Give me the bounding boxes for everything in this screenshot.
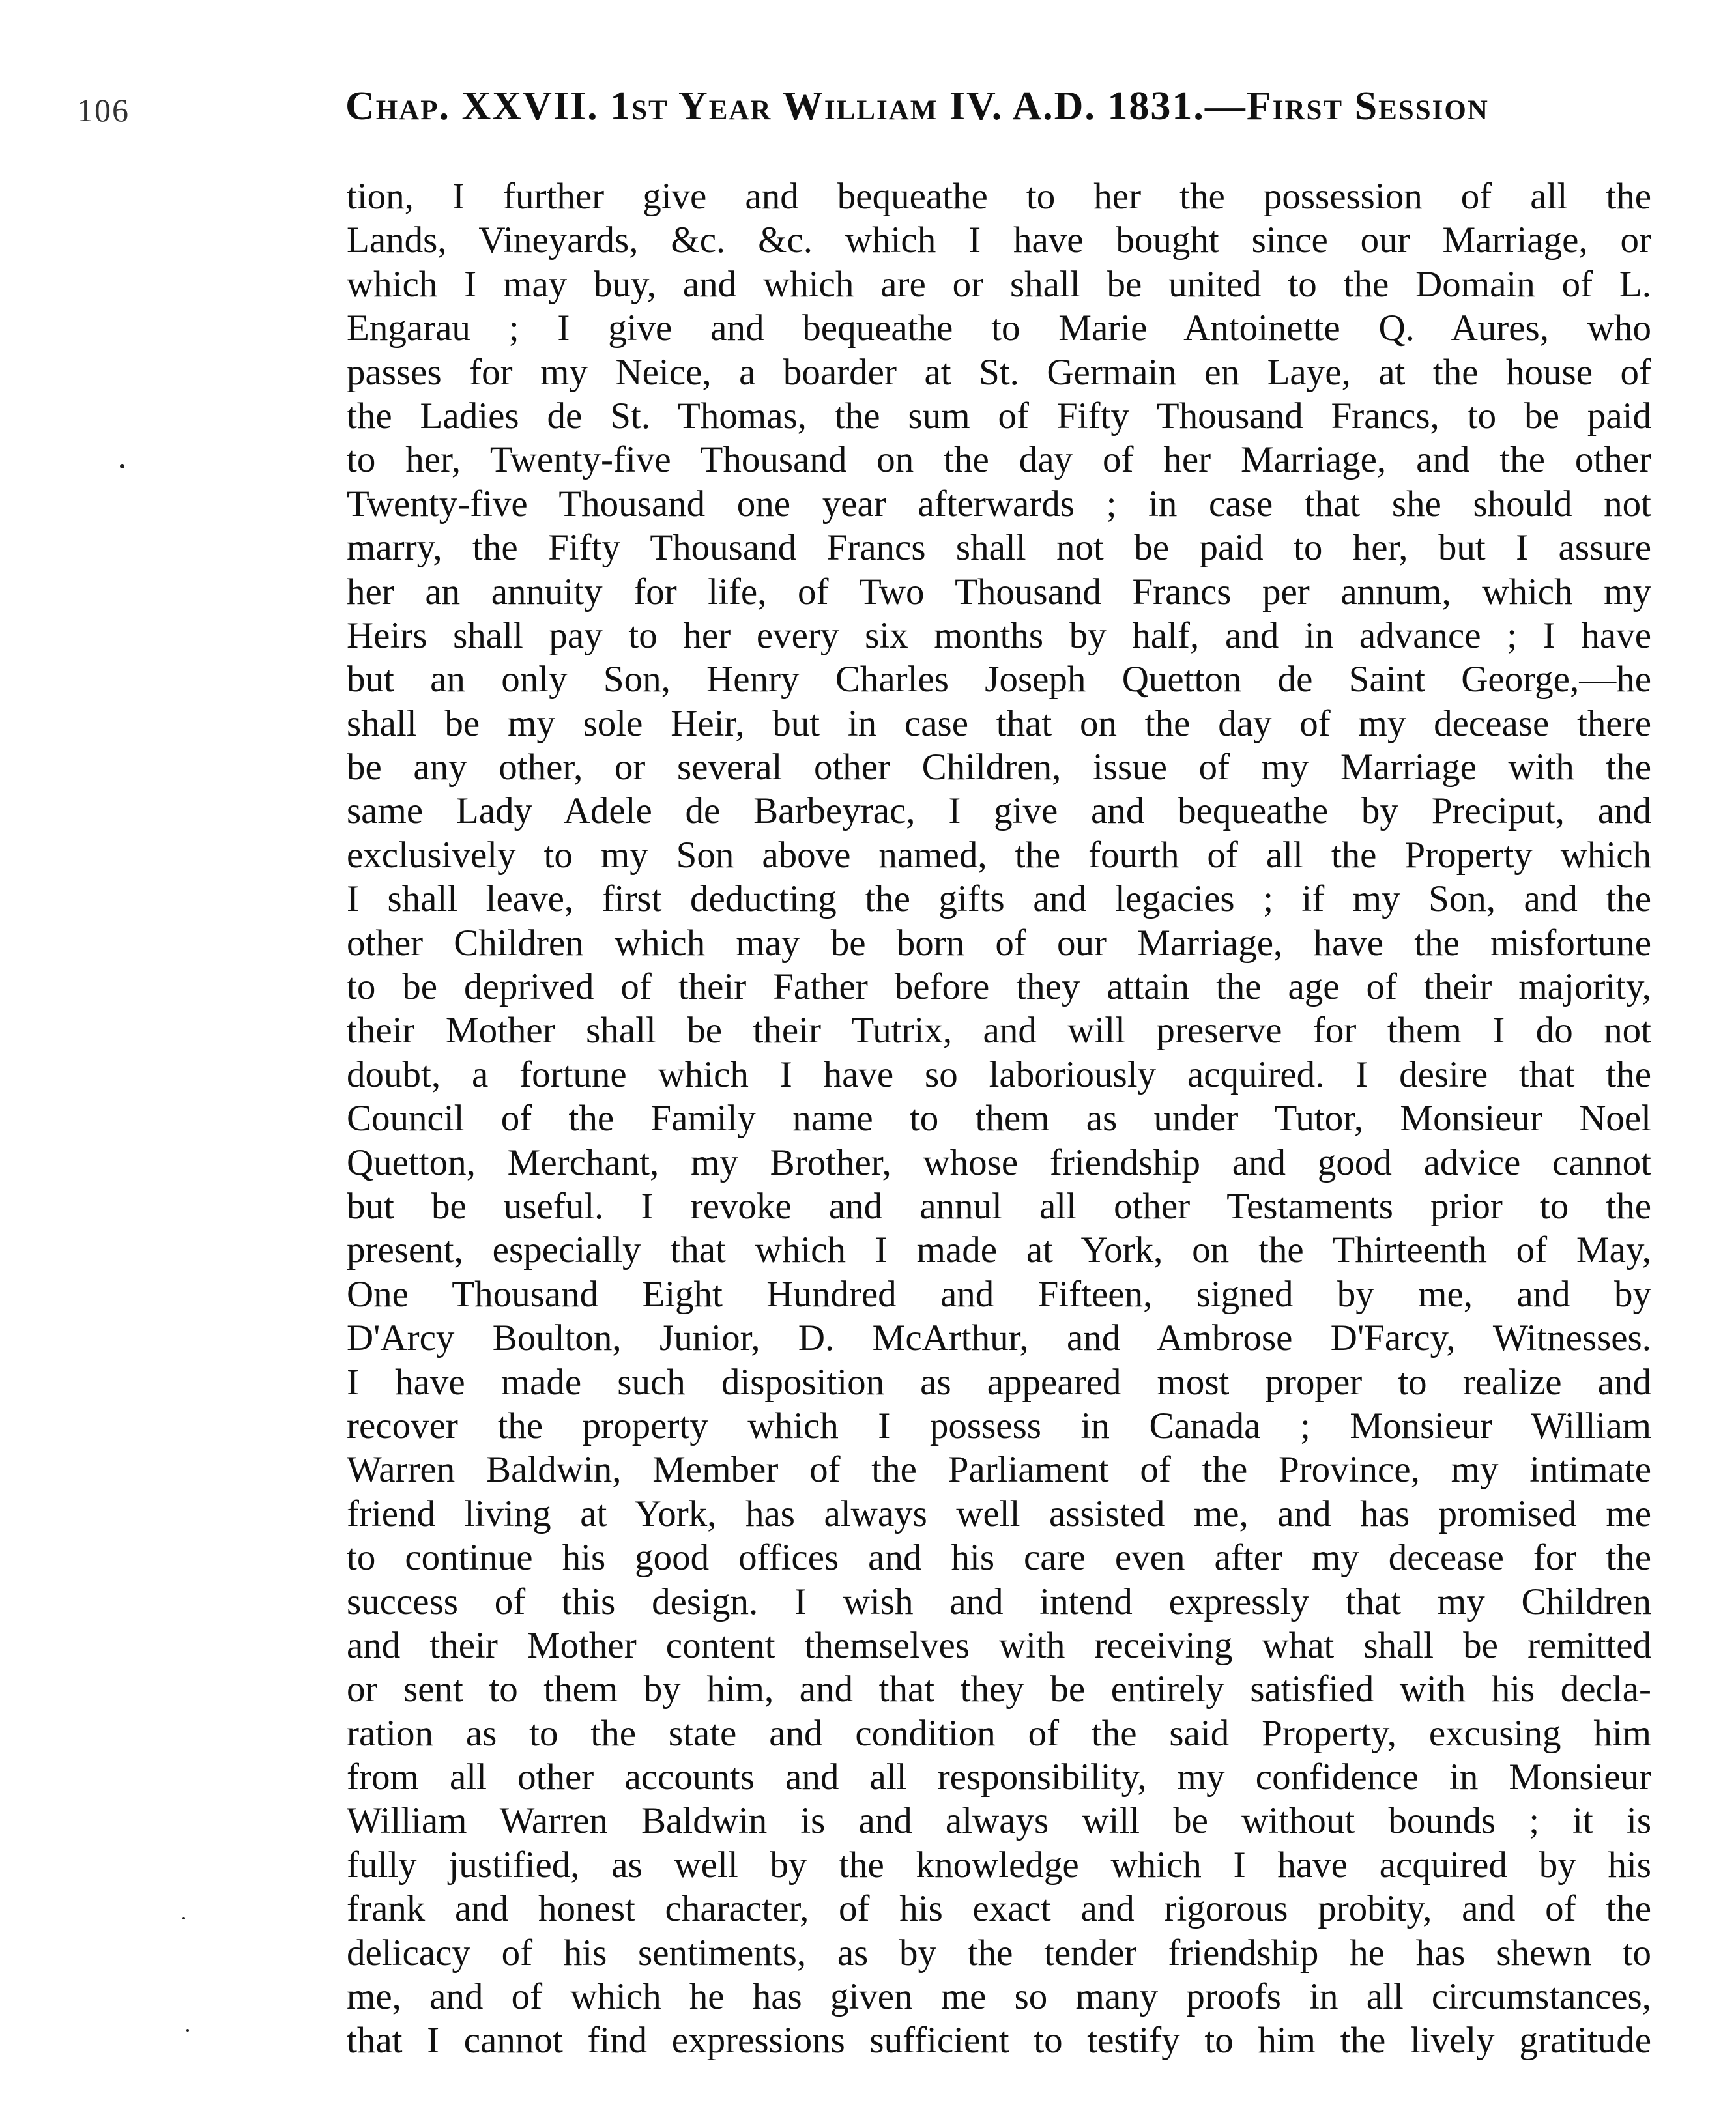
text-line: or sent to them by him, and that they be entirely satisfied with his decla- <box>347 1669 1651 1710</box>
text-line: from all other accounts and all responsibility, my confidence in Monsieur <box>347 1757 1651 1798</box>
text-line: Lands, Vineyards, &c. &c. which I have bought since our Marriage, or <box>347 220 1651 261</box>
text-line: recover the property which I possess in Canada ; Monsieur William <box>347 1405 1651 1446</box>
text-line: fully justified, as well by the knowledge which I have acquired by his <box>347 1844 1651 1886</box>
text-line: marry, the Fifty Thousand Francs shall not be paid to her, but I assure <box>347 527 1651 569</box>
text-line: Warren Baldwin, Member of the Parliament of the Province, my intimate <box>347 1449 1651 1491</box>
text-line: be any other, or several other Children, issue of my Marriage with the <box>347 747 1651 788</box>
text-line: D'Arcy Boulton, Junior, D. McArthur, and Ambrose D'Farcy, Witnesses. <box>347 1317 1651 1359</box>
text-line: passes for my Neice, a boarder at St. Germain en Laye, at the house of <box>347 351 1651 393</box>
margin-mark <box>120 464 124 468</box>
text-line: Council of the Family name to them as under Tutor, Monsieur Noel <box>347 1098 1651 1140</box>
text-line: exclusively to my Son above named, the fourth of all the Property which <box>347 834 1651 876</box>
text-line: their Mother shall be their Tutrix, and will preserve for them I do not <box>347 1010 1651 1052</box>
text-line: that I cannot find expressions sufficient to testify to him the lively gratitude <box>347 2020 1651 2061</box>
text-line: success of this design. I wish and intend expressly that my Children <box>347 1581 1651 1622</box>
text-line: I shall leave, first deducting the gifts and legacies ; if my Son, and the <box>347 878 1651 920</box>
margin-mark <box>182 1917 185 1919</box>
text-line: William Warren Baldwin is and always will be without bounds ; it is <box>347 1800 1651 1842</box>
text-line: to continue his good offices and his care even after my decease for the <box>347 1537 1651 1579</box>
text-line: but be useful. I revoke and annul all other Testaments prior to the <box>347 1185 1651 1227</box>
page-number: 106 <box>77 92 130 128</box>
text-line: delicacy of his sentiments, as by the tender friendship he has shewn to <box>347 1932 1651 1974</box>
text-line: ration as to the state and condition of the said Property, excusing him <box>347 1712 1651 1754</box>
text-line: the Ladies de St. Thomas, the sum of Fifty Thousand Francs, to be paid <box>347 395 1651 437</box>
running-head: Chap. XXVII. 1st Year William IV. A.D. 1831.—First Session <box>345 84 1489 128</box>
text-line: but an only Son, Henry Charles Joseph Quetton de Saint George,—he <box>347 659 1651 700</box>
text-line: to be deprived of their Father before they attain the age of their majority, <box>347 966 1651 1008</box>
text-line: frank and honest character, of his exact and rigorous probity, and of the <box>347 1888 1651 1930</box>
text-line: me, and of which he has given me so many proofs in all circumstances, <box>347 1976 1651 2018</box>
text-line: which I may buy, and which are or shall be united to the Domain of L. <box>347 263 1651 305</box>
text-line: same Lady Adele de Barbeyrac, I give and bequeathe by Preciput, and <box>347 790 1651 832</box>
text-line: friend living at York, has always well assisted me, and has promised me <box>347 1493 1651 1534</box>
text-line: tion, I further give and bequeathe to her the possession of all the <box>347 176 1651 217</box>
text-line: shall be my sole Heir, but in case that on the day of my decease there <box>347 702 1651 744</box>
text-line: Engarau ; I give and bequeathe to Marie Antoinette Q. Aures, who <box>347 308 1651 349</box>
text-line: other Children which may be born of our Marriage, have the misfortune <box>347 922 1651 964</box>
text-line: present, especially that which I made at York, on the Thirteenth of May, <box>347 1229 1651 1271</box>
margin-mark <box>186 2029 189 2032</box>
body-text <box>347 175 1651 2063</box>
text-line: and their Mother content themselves with receiving what shall be remitted <box>347 1624 1651 1666</box>
text-line: doubt, a fortune which I have so laboriously acquired. I desire that the <box>347 1054 1651 1095</box>
text-line: Heirs shall pay to her every six months by half, and in advance ; I have <box>347 614 1651 656</box>
text-line: Quetton, Merchant, my Brother, whose friendship and good advice cannot <box>347 1142 1651 1183</box>
text-line: her an annuity for life, of Two Thousand Francs per annum, which my <box>347 571 1651 612</box>
text-line: Twenty-five Thousand one year afterwards ; in case that she should not <box>347 483 1651 524</box>
text-line: I have made such disposition as appeared most proper to realize and <box>347 1361 1651 1403</box>
text-line: One Thousand Eight Hundred and Fifteen, signed by me, and by <box>347 1273 1651 1315</box>
text-line: to her, Twenty-five Thousand on the day of her Marriage, and the other <box>347 439 1651 481</box>
